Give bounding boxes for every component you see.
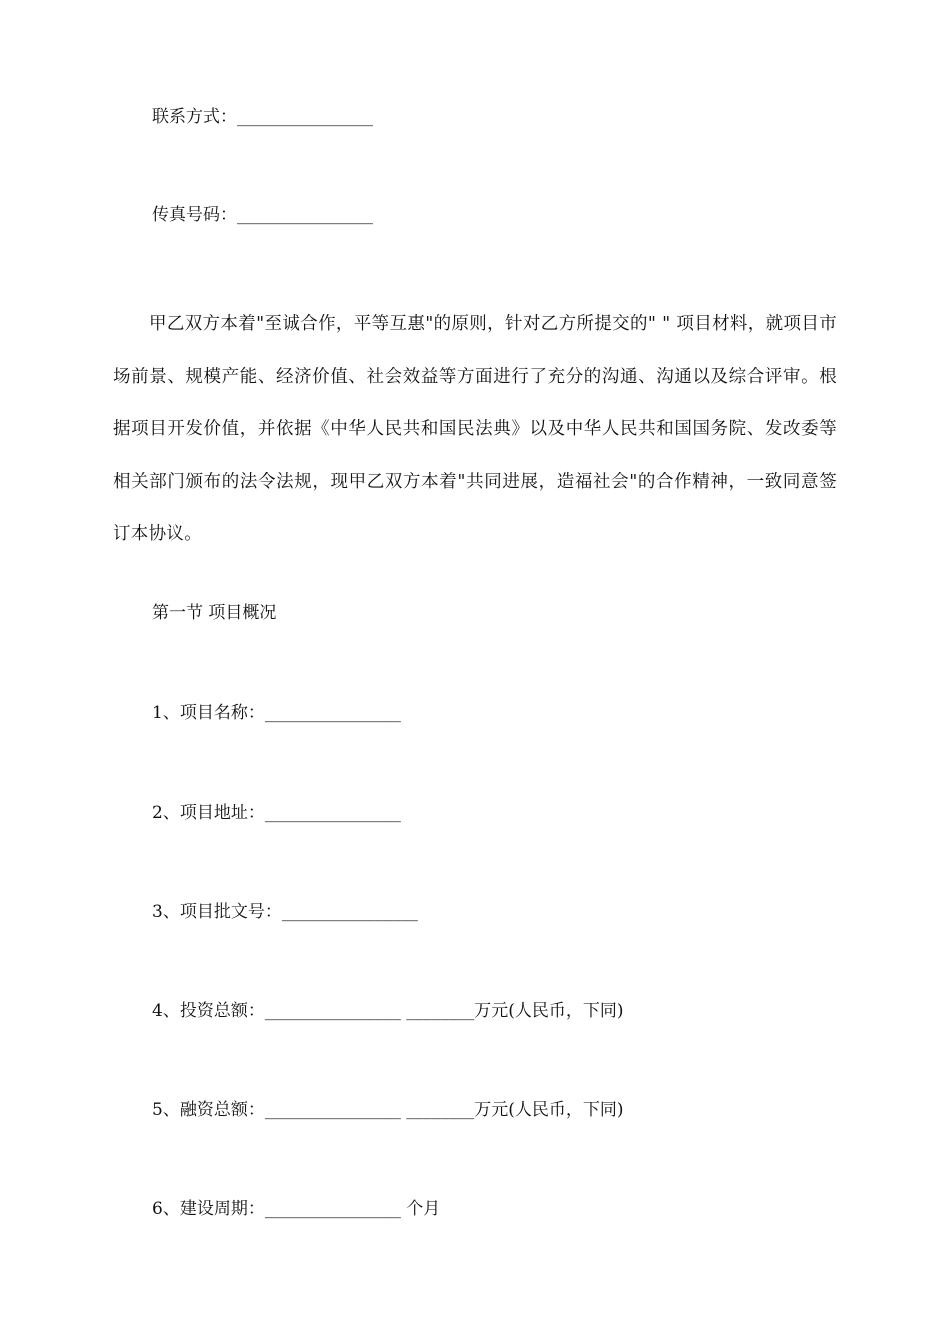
project-address-label: 2、项目地址： — [152, 803, 265, 823]
project-name-blank[interactable]: ________________ — [264, 703, 401, 723]
construction-period-blank[interactable]: ________________ — [264, 1199, 401, 1219]
project-name-label: 1、项目名称： — [152, 703, 265, 723]
construction-period-unit: 个月 — [400, 1199, 441, 1219]
fax-blank[interactable]: ________________ — [237, 205, 373, 225]
investment-total-unit: ________万元(人民币，下同) — [400, 1001, 624, 1021]
contact-field — [152, 105, 373, 129]
contact-label: 联系方式： — [152, 107, 237, 127]
financing-total-label: 5、融资总额： — [152, 1100, 265, 1120]
project-address-field — [152, 801, 401, 825]
contact-blank[interactable]: ________________ — [237, 107, 373, 127]
fax-label: 传真号码： — [152, 205, 237, 225]
section-title: 第一节 项目概况 — [152, 603, 277, 623]
investment-total-blank[interactable]: ________________ — [264, 1001, 401, 1021]
project-address-blank[interactable]: ________________ — [264, 803, 401, 823]
intro-paragraph: 甲乙双方本着"至诚合作，平等互惠"的原则，针对乙方所提交的" " 项目材料，就项目市场前景、规模产能、经济价值、社会效益等方面进行了充分的沟通、沟通以及综合评审。根据项目开发价值，并依据《中华人民共和国民法典》以及中华人民共和国国务院、发改委等相关部门颁布的法令法规，现甲乙双方本着"共同进展，造福社会"的合作精神，一致同意签订本协议。 — [113, 314, 837, 544]
financing-total-field — [152, 1098, 624, 1122]
project-approval-label: 3、项目批文号： — [152, 902, 282, 922]
fax-field — [152, 203, 373, 227]
investment-total-field — [152, 999, 624, 1023]
construction-period-field — [152, 1197, 440, 1221]
construction-period-label: 6、建设周期： — [152, 1199, 265, 1219]
project-name-field — [152, 701, 401, 725]
investment-total-label: 4、投资总额： — [152, 1001, 265, 1021]
financing-total-unit: ________万元(人民币，下同) — [400, 1100, 624, 1120]
financing-total-blank[interactable]: ________________ — [264, 1100, 401, 1120]
project-approval-field — [152, 900, 418, 924]
project-approval-blank[interactable]: ________________ — [281, 902, 418, 922]
